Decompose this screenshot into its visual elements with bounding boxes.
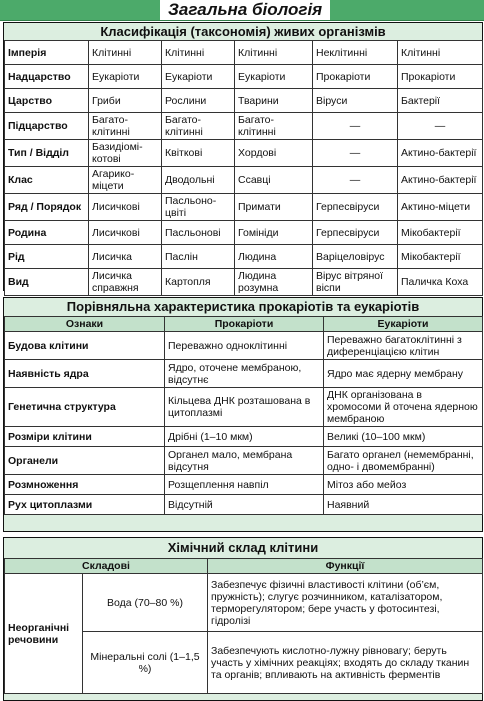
table-row xyxy=(5,574,483,632)
eukaryote-cell: Переважно багатоклітинні з диференціацією клітин xyxy=(324,332,483,360)
comparison-table xyxy=(4,316,483,515)
eukaryote-cell: Наявний xyxy=(324,495,483,515)
table-cell: Базидіомі-котові xyxy=(89,140,162,167)
table-cell: Пасльонові xyxy=(162,221,235,245)
rank-label: Підцарство xyxy=(5,113,89,140)
table-row xyxy=(5,41,483,65)
rank-label: Надцарство xyxy=(5,65,89,89)
table-row xyxy=(5,140,483,167)
table-cell: Еукаріоти xyxy=(162,65,235,89)
table-cell: Багато-клітинні xyxy=(89,113,162,140)
prokaryote-cell: Ядро, оточене мембраною, відсутнє xyxy=(165,360,324,388)
group-cell: Неорганічні речовини xyxy=(5,574,83,694)
component-name: Вода (70–80 %) xyxy=(83,574,208,632)
table-cell: Тварини xyxy=(235,89,313,113)
table-cell: Варіцеловірус xyxy=(313,245,398,269)
table-cell: Клітинні xyxy=(235,41,313,65)
table-cell: Пасльоно-цвіті xyxy=(162,194,235,221)
component-function: Забезпечують кислотно-лужну рівновагу; беруть участь у хімічних реакціях; входять до складу тканин та органів; впливають на активність ферментів xyxy=(208,632,483,694)
table-row xyxy=(5,113,483,140)
table-cell: Клітинні xyxy=(89,41,162,65)
table-row xyxy=(5,495,483,515)
component-name: Мінеральні солі (1–1,5 %) xyxy=(83,632,208,694)
table-cell: Гриби xyxy=(89,89,162,113)
table-cell: Актино-міцети xyxy=(398,194,483,221)
table-cell: Примати xyxy=(235,194,313,221)
table-cell: Лисичка справжня xyxy=(89,269,162,296)
rank-label: Клас xyxy=(5,167,89,194)
page-title: Загальна біологія xyxy=(160,0,330,20)
table-cell: Агарико-міцети xyxy=(89,167,162,194)
table-cell: Бактерії xyxy=(398,89,483,113)
table-row xyxy=(5,447,483,475)
col-header: Ознаки xyxy=(5,317,165,332)
feature-label: Розмноження xyxy=(5,475,165,495)
table-row xyxy=(5,427,483,447)
prokaryote-cell: Відсутній xyxy=(165,495,324,515)
table-cell: Прокаріоти xyxy=(313,65,398,89)
eukaryote-cell: Багато органел (немембранні, одно- і двомембранні) xyxy=(324,447,483,475)
taxonomy-section xyxy=(3,22,483,294)
feature-label: Генетична структура xyxy=(5,388,165,427)
comparison-header-row xyxy=(5,317,483,332)
table-cell: Герпесвіруси xyxy=(313,194,398,221)
table-cell: Клітинні xyxy=(398,41,483,65)
table-cell: Ссавці xyxy=(235,167,313,194)
component-function: Забезпечує фізичні властивості клітини (об’єм, пружність); слугує розчинником, каталізатором, терморегулятором; бере участь у фотосинтезі, гідролізі xyxy=(208,574,483,632)
feature-label: Рух цитоплазми xyxy=(5,495,165,515)
rank-label: Царство xyxy=(5,89,89,113)
feature-label: Будова клітини xyxy=(5,332,165,360)
table-cell: Людина розумна xyxy=(235,269,313,296)
table-cell: Картопля xyxy=(162,269,235,296)
table-cell: — xyxy=(313,167,398,194)
table-cell: Хордові xyxy=(235,140,313,167)
table-cell: Лисичкові xyxy=(89,221,162,245)
col-header: Складові xyxy=(5,559,208,574)
chemical-header-row xyxy=(5,559,483,574)
table-cell: Вірус вітряної віспи xyxy=(313,269,398,296)
table-cell: — xyxy=(313,140,398,167)
prokaryote-cell: Кільцева ДНК розташована в цитоплазмі xyxy=(165,388,324,427)
col-header: Функції xyxy=(208,559,483,574)
table-row xyxy=(5,475,483,495)
table-cell: Клітинні xyxy=(162,41,235,65)
table-cell: Еукаріоти xyxy=(235,65,313,89)
eukaryote-cell: ДНК організована в хромосоми й оточена ядерною мембраною xyxy=(324,388,483,427)
chemical-title: Хімічний склад клітини xyxy=(167,540,319,555)
table-row xyxy=(5,221,483,245)
feature-label: Органели xyxy=(5,447,165,475)
table-cell: Неклітинні xyxy=(313,41,398,65)
prokaryote-cell: Розщеплення навпіл xyxy=(165,475,324,495)
eukaryote-cell: Мітоз або мейоз xyxy=(324,475,483,495)
taxonomy-table xyxy=(4,40,483,296)
table-cell: Дводольні xyxy=(162,167,235,194)
table-cell: Лисичкові xyxy=(89,194,162,221)
rank-label: Вид xyxy=(5,269,89,296)
rank-label: Рід xyxy=(5,245,89,269)
table-cell: Багато-клітинні xyxy=(235,113,313,140)
table-cell: — xyxy=(313,113,398,140)
table-cell: Мікобактерії xyxy=(398,221,483,245)
table-cell: Актино-бактерії xyxy=(398,140,483,167)
table-cell: Паличка Коха xyxy=(398,269,483,296)
col-header: Еукаріоти xyxy=(324,317,483,332)
taxonomy-title: Класифікація (таксономія) живих організмів xyxy=(100,24,386,39)
table-row xyxy=(5,360,483,388)
table-row xyxy=(5,388,483,427)
rank-label: Імперія xyxy=(5,41,89,65)
feature-label: Наявність ядра xyxy=(5,360,165,388)
comparison-section xyxy=(3,297,483,532)
table-cell: Віруси xyxy=(313,89,398,113)
table-cell: Актино-бактерії xyxy=(398,167,483,194)
table-cell: Еукаріоти xyxy=(89,65,162,89)
rank-label: Ряд / Порядок xyxy=(5,194,89,221)
table-row xyxy=(5,332,483,360)
table-cell: Гомініди xyxy=(235,221,313,245)
prokaryote-cell: Переважно одноклітинні xyxy=(165,332,324,360)
rank-label: Родина xyxy=(5,221,89,245)
table-cell: Паслін xyxy=(162,245,235,269)
rank-label: Тип / Відділ xyxy=(5,140,89,167)
table-cell: Мікобактерії xyxy=(398,245,483,269)
table-row xyxy=(5,245,483,269)
table-row xyxy=(5,167,483,194)
col-header: Прокаріоти xyxy=(165,317,324,332)
table-row xyxy=(5,65,483,89)
eukaryote-cell: Ядро має ядерну мембрану xyxy=(324,360,483,388)
comparison-title: Порівняльна характеристика прокаріотів та еукаріотів xyxy=(66,299,420,314)
prokaryote-cell: Органел мало, мембрана відсутня xyxy=(165,447,324,475)
table-row xyxy=(5,194,483,221)
eukaryote-cell: Великі (10–100 мкм) xyxy=(324,427,483,447)
chemical-table xyxy=(4,558,483,694)
table-cell: Рослини xyxy=(162,89,235,113)
table-cell: Лисичка xyxy=(89,245,162,269)
table-cell: Герпесвіруси xyxy=(313,221,398,245)
table-cell: Прокаріоти xyxy=(398,65,483,89)
chemical-section xyxy=(3,537,483,701)
table-cell: Людина xyxy=(235,245,313,269)
table-cell: Квіткові xyxy=(162,140,235,167)
title-bar xyxy=(0,0,484,21)
table-row xyxy=(5,269,483,296)
feature-label: Розміри клітини xyxy=(5,427,165,447)
table-cell: Багато-клітинні xyxy=(162,113,235,140)
table-row xyxy=(5,89,483,113)
table-cell: — xyxy=(398,113,483,140)
prokaryote-cell: Дрібні (1–10 мкм) xyxy=(165,427,324,447)
